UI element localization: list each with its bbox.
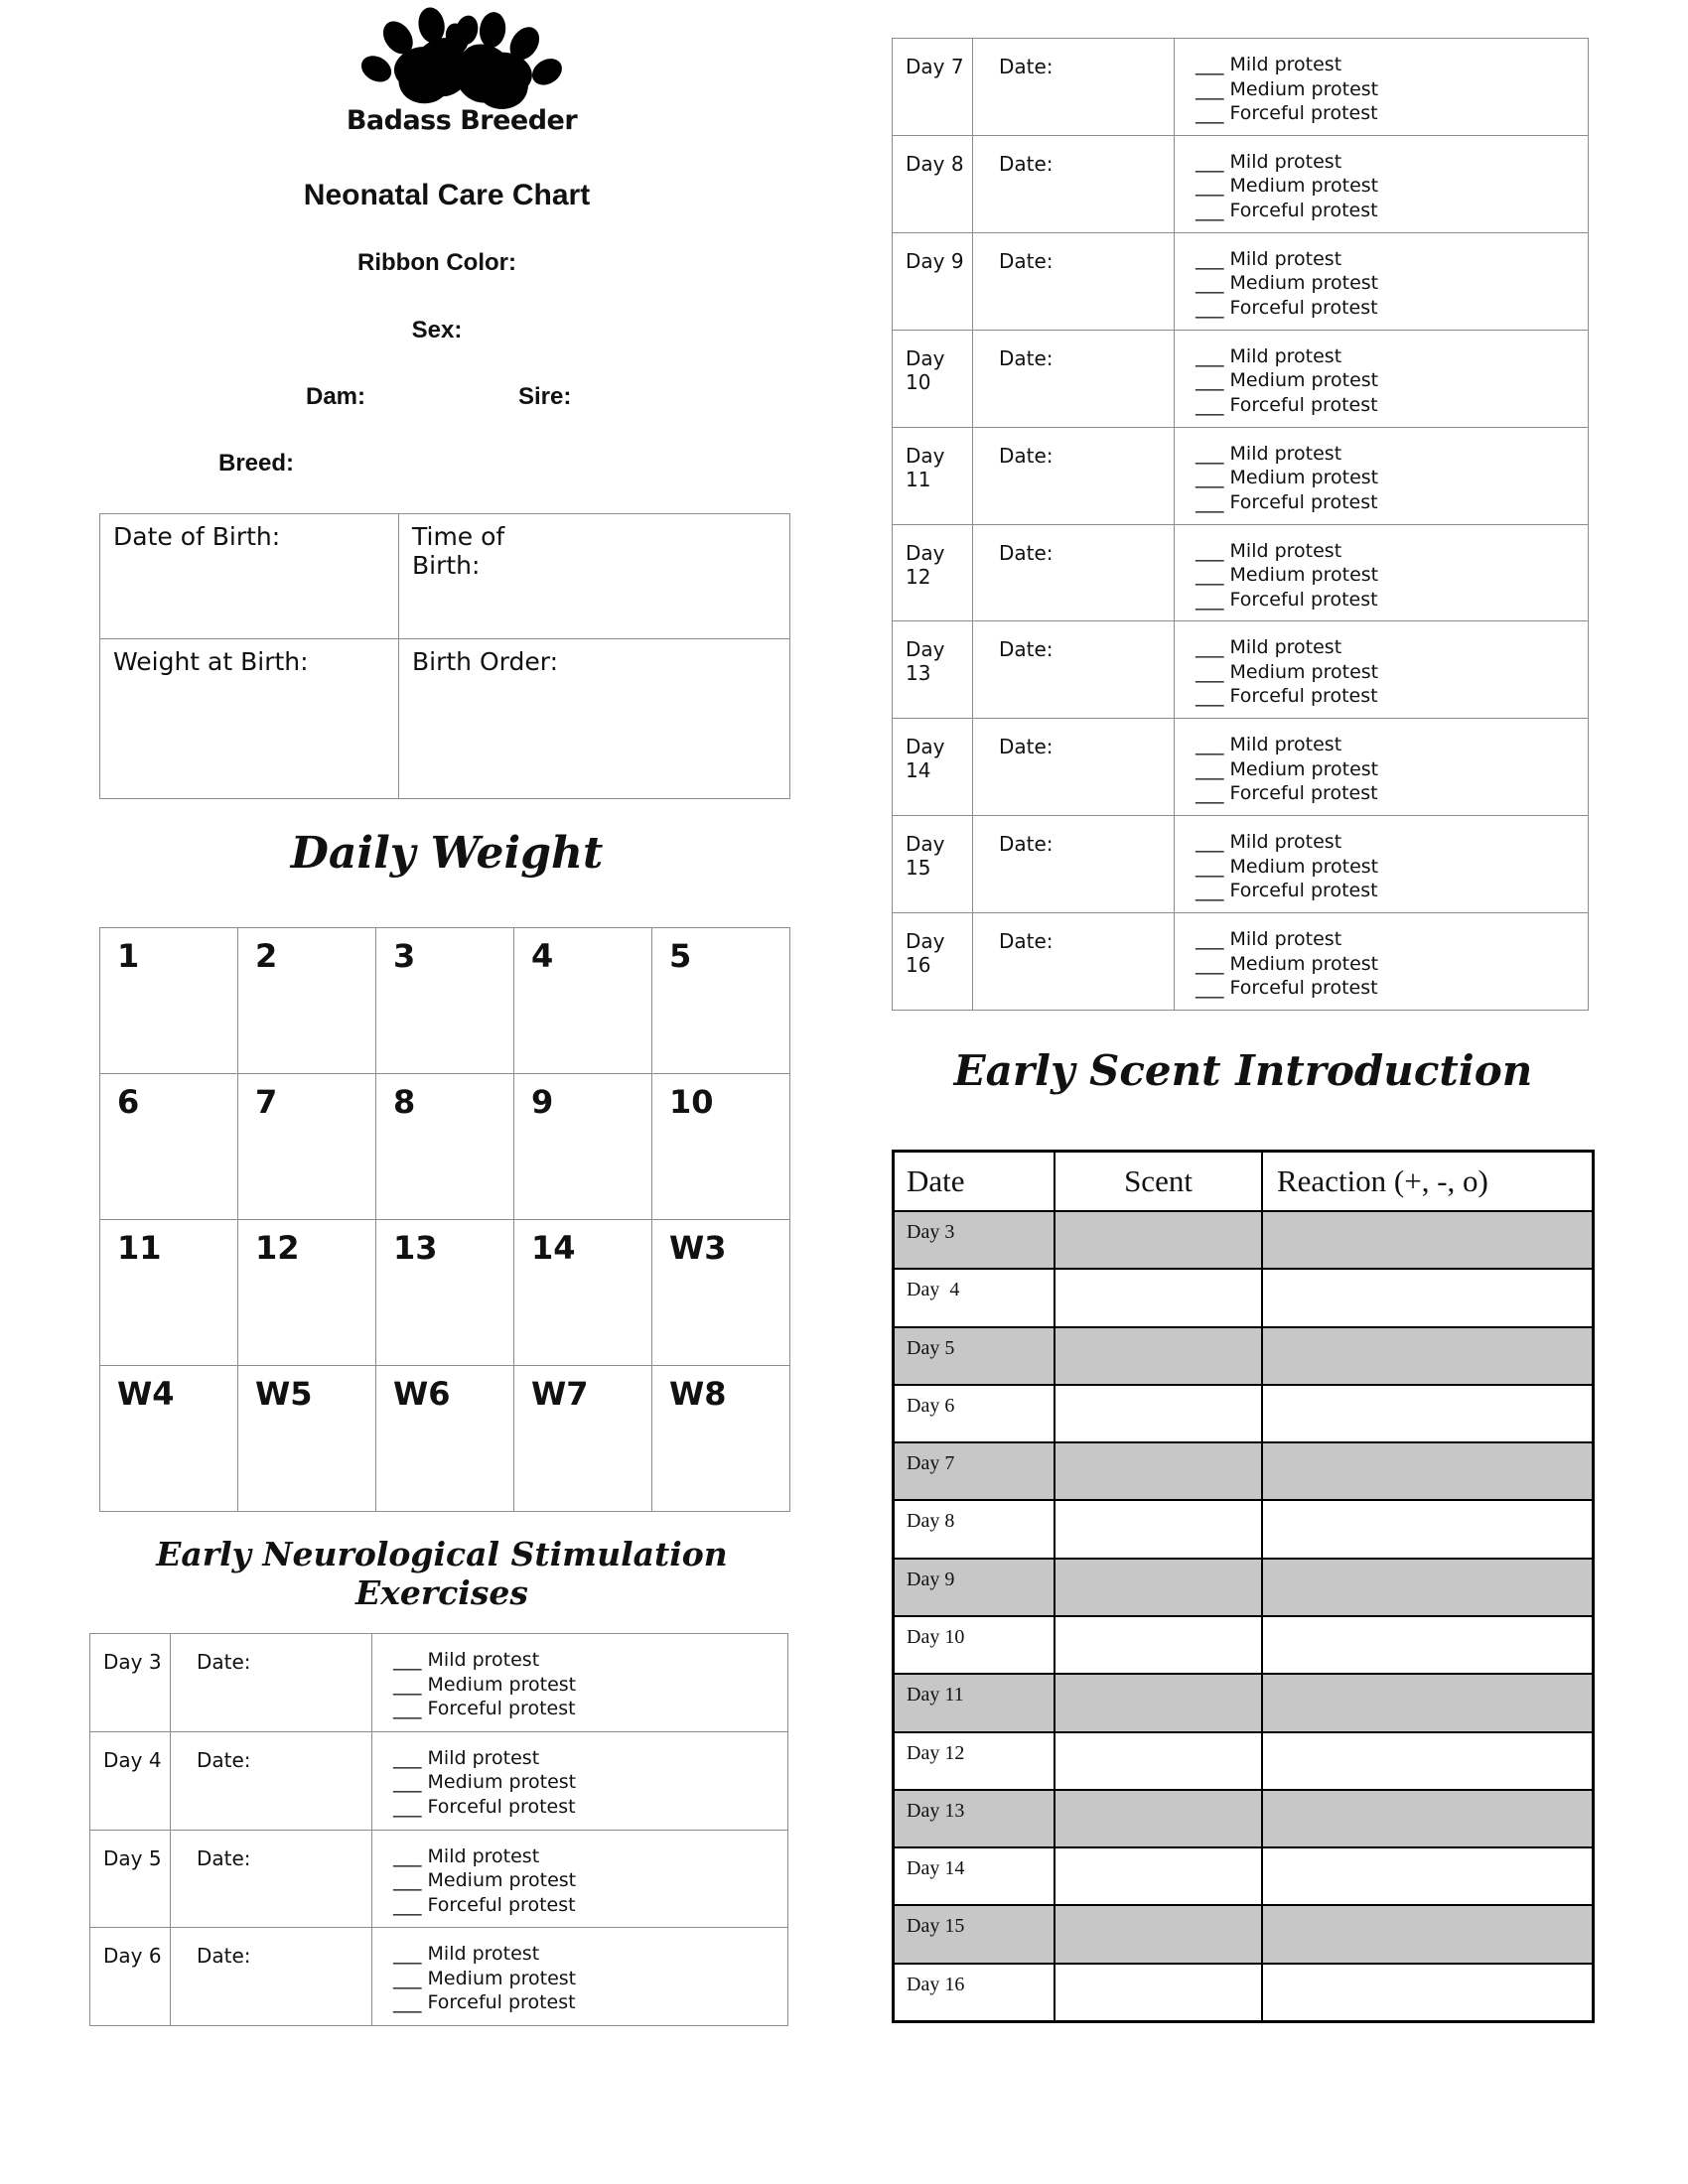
ens-protest-option[interactable]: ___ Medium protest: [1196, 564, 1379, 587]
scent-scent-cell[interactable]: [1054, 1212, 1261, 1268]
daily-weight-cell[interactable]: [652, 1074, 790, 1220]
scent-reaction-cell[interactable]: [1261, 1791, 1592, 1846]
scent-scent-cell[interactable]: [1054, 1733, 1261, 1789]
daily-weight-cell-label: W3: [669, 1229, 727, 1267]
ens-row: [893, 232, 1588, 330]
breed-label: Breed:: [218, 450, 295, 477]
ens-date-cell[interactable]: [973, 621, 1175, 718]
ens-day-label: Day 4: [103, 1747, 162, 1772]
ens-protest-cell: [1175, 913, 1588, 1010]
birth-order-label: Birth Order:: [412, 647, 558, 676]
scent-reaction-cell[interactable]: [1261, 1675, 1592, 1730]
scent-row: [895, 1499, 1592, 1557]
ens-protest-option[interactable]: ___ Medium protest: [393, 1869, 577, 1891]
scent-reaction-cell[interactable]: [1261, 1965, 1592, 2020]
ens-protest-cell: [1175, 331, 1588, 427]
scent-day-cell: [895, 1212, 1054, 1268]
ens-protest-option[interactable]: ___ Medium protest: [393, 1673, 577, 1696]
sire-label: Sire:: [518, 383, 572, 410]
ens-protest-option[interactable]: ___ Mild protest: [1196, 928, 1342, 951]
ens-protest-option[interactable]: ___ Mild protest: [1196, 734, 1342, 756]
scent-row: [895, 1731, 1592, 1789]
scent-row: [895, 1904, 1592, 1962]
date-of-birth-label: Date of Birth:: [113, 522, 281, 551]
scent-scent-cell[interactable]: [1054, 1501, 1261, 1557]
ens-date-label: Date:: [999, 151, 1054, 176]
ens-day-label: Day 3: [103, 1650, 162, 1674]
daily-weight-cell-label: 11: [117, 1229, 162, 1267]
scent-reaction-cell[interactable]: [1261, 1501, 1592, 1557]
ens-protest-option[interactable]: ___ Medium protest: [1196, 272, 1379, 295]
scent-day-label: Day 11: [907, 1684, 964, 1706]
daily-weight-heading: Daily Weight: [290, 828, 604, 879]
scent-scent-cell[interactable]: [1054, 1328, 1261, 1384]
scent-scent-cell[interactable]: [1054, 1443, 1261, 1499]
scent-scent-cell[interactable]: [1054, 1965, 1261, 2020]
scent-day-label: Day 7: [907, 1452, 955, 1475]
daily-weight-cell-label: 9: [531, 1083, 554, 1121]
ens-protest-option[interactable]: ___ Forceful protest: [393, 1893, 576, 1916]
scent-day-cell: [895, 1560, 1054, 1615]
ens-row: [90, 1634, 787, 1731]
ens-heading: Early Neurological Stimulation Exercises: [156, 1535, 728, 1612]
daily-weight-cell-label: 12: [255, 1229, 300, 1267]
scent-reaction-cell[interactable]: [1261, 1270, 1592, 1325]
ens-row: [893, 427, 1588, 524]
daily-weight-cell[interactable]: [238, 1074, 376, 1220]
scent-day-label: Day 12: [907, 1741, 965, 1764]
ens-protest-cell: [372, 1831, 787, 1928]
ens-protest-cell: [1175, 719, 1588, 815]
ens-day-cell: [893, 816, 973, 912]
ens-protest-option[interactable]: ___ Forceful protest: [1196, 588, 1378, 611]
scent-reaction-cell[interactable]: [1261, 1617, 1592, 1673]
daily-weight-cell-label: 10: [669, 1083, 714, 1121]
ens-protest-option[interactable]: ___ Medium protest: [1196, 660, 1379, 683]
daily-weight-cell[interactable]: [238, 1366, 376, 1512]
scent-table: [892, 1150, 1595, 2023]
ens-protest-option[interactable]: ___ Forceful protest: [1196, 977, 1378, 1000]
daily-weight-cell-label: 13: [393, 1229, 438, 1267]
scent-row: [895, 1441, 1592, 1499]
ens-row: [893, 815, 1588, 912]
daily-weight-cell-label: W8: [669, 1375, 727, 1413]
daily-weight-cell-label: 1: [117, 937, 140, 975]
scent-reaction-cell[interactable]: [1261, 1328, 1592, 1384]
ens-date-cell[interactable]: [171, 1634, 372, 1731]
scent-day-label: Day 9: [907, 1568, 955, 1590]
scent-day-cell: [895, 1791, 1054, 1846]
scent-reaction-cell[interactable]: [1261, 1560, 1592, 1615]
ens-day-label: Day 5: [103, 1845, 162, 1870]
ens-date-cell[interactable]: [171, 1831, 372, 1928]
ens-date-label: Date:: [999, 55, 1054, 78]
ens-protest-option[interactable]: ___ Forceful protest: [1196, 880, 1378, 902]
scent-day-label: Day 4: [907, 1279, 960, 1301]
daily-weight-cell[interactable]: [100, 1366, 238, 1512]
daily-weight-cell[interactable]: [652, 928, 790, 1074]
ens-protest-option[interactable]: ___ Medium protest: [1196, 77, 1379, 100]
ens-date-label: Date:: [999, 735, 1054, 759]
ens-protest-option[interactable]: ___ Medium protest: [1196, 175, 1379, 198]
daily-weight-cell[interactable]: [100, 1220, 238, 1366]
scent-scent-cell[interactable]: [1054, 1906, 1261, 1962]
ens-day-cell: [893, 136, 973, 232]
daily-weight-cell[interactable]: [514, 1366, 652, 1512]
scent-reaction-cell[interactable]: [1261, 1906, 1592, 1962]
ens-day-cell: [893, 39, 973, 135]
scent-day-cell: [895, 1270, 1054, 1325]
daily-weight-cell-label: 7: [255, 1083, 278, 1121]
ens-protest-option[interactable]: ___ Forceful protest: [1196, 102, 1378, 124]
scent-day-cell: [895, 1848, 1054, 1904]
daily-weight-cell-label: 3: [393, 937, 416, 975]
scent-day-label: Day 3: [907, 1221, 955, 1243]
scent-day-label: Day 13: [907, 1799, 965, 1822]
ens-day-label: Day 12: [906, 540, 945, 589]
ens-day-cell: [90, 1732, 171, 1830]
ens-protest-cell: [1175, 428, 1588, 524]
daily-weight-cell[interactable]: [100, 1074, 238, 1220]
ens-date-cell[interactable]: [973, 331, 1175, 427]
scent-reaction-cell[interactable]: [1261, 1212, 1592, 1268]
scent-row: [895, 1963, 1592, 2020]
ens-day-cell: [90, 1928, 171, 2025]
ens-protest-cell: [1175, 136, 1588, 232]
daily-weight-cell-label: W5: [255, 1375, 313, 1413]
ens-protest-option[interactable]: ___ Mild protest: [393, 1943, 540, 1966]
daily-weight-cell-label: 14: [531, 1229, 576, 1267]
ens-day-label: Day 14: [906, 735, 945, 783]
ens-protest-cell: [1175, 525, 1588, 621]
ens-row: [90, 1927, 787, 2025]
ens-protest-option[interactable]: ___ Mild protest: [1196, 150, 1342, 173]
ens-protest-option[interactable]: ___ Forceful protest: [1196, 782, 1378, 805]
birth-order-cell[interactable]: [398, 638, 789, 798]
daily-weight-cell[interactable]: [514, 1074, 652, 1220]
ens-protest-option[interactable]: ___ Medium protest: [393, 1771, 577, 1794]
dam-label: Dam:: [306, 383, 366, 410]
ens-date-label: Date:: [999, 345, 1054, 370]
daily-weight-cell-label: 5: [669, 937, 692, 975]
ens-protest-option[interactable]: ___ Mild protest: [1196, 831, 1342, 854]
ens-protest-option[interactable]: ___ Medium protest: [1196, 855, 1379, 878]
ens-row: [893, 135, 1588, 232]
ens-row: [893, 39, 1588, 135]
ens-protest-cell: [1175, 816, 1588, 912]
scent-row: [895, 1268, 1592, 1325]
scent-row: [895, 1789, 1592, 1846]
scent-reaction-cell[interactable]: [1261, 1848, 1592, 1904]
daily-weight-grid: [99, 927, 790, 1512]
ens-protest-option[interactable]: ___ Mild protest: [393, 1746, 540, 1769]
ens-date-cell[interactable]: [973, 39, 1175, 135]
sex-label: Sex:: [411, 317, 463, 343]
ens-protest-option[interactable]: ___ Forceful protest: [1196, 199, 1378, 221]
ens-date-label: Date:: [999, 832, 1054, 857]
daily-weight-cell[interactable]: [376, 1220, 514, 1366]
scent-row: [895, 1558, 1592, 1615]
daily-weight-cell-label: W6: [393, 1375, 451, 1413]
scent-row: [895, 1326, 1592, 1384]
scent-row: [895, 1615, 1592, 1673]
ens-protest-option[interactable]: ___ Mild protest: [1196, 442, 1342, 465]
scent-day-cell: [895, 1443, 1054, 1499]
daily-weight-cell-label: W4: [117, 1375, 175, 1413]
weight-at-birth-cell[interactable]: [100, 638, 398, 798]
ens-day-cell: [893, 913, 973, 1010]
scent-col-scent: Scent: [1054, 1153, 1261, 1210]
ens-row: [893, 718, 1588, 815]
ens-protest-option[interactable]: ___ Forceful protest: [1196, 490, 1378, 513]
scent-day-label: Day 15: [907, 1915, 965, 1938]
ens-day-label: Day 15: [906, 832, 945, 881]
scent-day-label: Day 6: [907, 1394, 955, 1417]
ens-protest-option[interactable]: ___ Mild protest: [1196, 247, 1342, 270]
scent-row: [895, 1210, 1592, 1268]
ens-protest-option[interactable]: ___ Forceful protest: [1196, 685, 1378, 708]
ens-date-label: Date:: [999, 929, 1054, 954]
scent-day-cell: [895, 1733, 1054, 1789]
scent-scent-cell[interactable]: [1054, 1848, 1261, 1904]
scent-reaction-cell[interactable]: [1261, 1386, 1592, 1441]
scent-reaction-cell[interactable]: [1261, 1443, 1592, 1499]
time-of-birth-label: Time of Birth:: [412, 522, 505, 580]
ens-day-cell: [893, 719, 973, 815]
ens-date-cell[interactable]: [171, 1732, 372, 1830]
ens-protest-option[interactable]: ___ Medium protest: [1196, 467, 1379, 489]
daily-weight-cell[interactable]: [376, 1074, 514, 1220]
scent-day-label: Day 5: [907, 1336, 955, 1359]
ens-day-cell: [893, 525, 973, 621]
ens-day-label: Day 7: [906, 55, 964, 78]
daily-weight-cell-label: 8: [393, 1083, 416, 1121]
ens-row: [90, 1731, 787, 1830]
daily-weight-cell-label: 4: [531, 937, 554, 975]
daily-weight-cell[interactable]: [376, 1366, 514, 1512]
ens-protest-option[interactable]: ___ Mild protest: [1196, 539, 1342, 562]
ens-protest-option[interactable]: ___ Forceful protest: [393, 1795, 576, 1818]
ens-protest-option[interactable]: ___ Medium protest: [393, 1967, 577, 1989]
ribbon-color-label: Ribbon Color:: [357, 249, 516, 276]
ens-row: [893, 524, 1588, 621]
scent-row: [895, 1673, 1592, 1730]
ens-date-cell[interactable]: [973, 525, 1175, 621]
scent-reaction-cell[interactable]: [1261, 1733, 1592, 1789]
daily-weight-cell[interactable]: [238, 928, 376, 1074]
ens-protest-cell: [1175, 233, 1588, 330]
scent-scent-cell[interactable]: [1054, 1386, 1261, 1441]
ens-row: [893, 620, 1588, 718]
ens-row: [893, 330, 1588, 427]
scent-day-label: Day 8: [907, 1510, 955, 1533]
scent-day-label: Day 10: [907, 1625, 965, 1648]
ens-row: [90, 1830, 787, 1928]
ens-protest-option[interactable]: ___ Forceful protest: [1196, 393, 1378, 416]
ens-date-cell[interactable]: [171, 1928, 372, 2025]
ens-table-days-3-6: [89, 1633, 788, 2026]
ens-protest-option[interactable]: ___ Medium protest: [1196, 369, 1379, 392]
weight-at-birth-label: Weight at Birth:: [113, 647, 309, 676]
ens-day-label: Day 8: [906, 151, 964, 176]
scent-scent-cell[interactable]: [1054, 1617, 1261, 1673]
ens-day-label: Day 9: [906, 248, 964, 273]
scent-row: [895, 1846, 1592, 1904]
paw-prints-logo: [350, 2, 568, 109]
scent-col-date: Date: [907, 1163, 965, 1198]
scent-col-reaction: Reaction (+, -, o): [1261, 1153, 1592, 1210]
ens-day-label: Day 6: [103, 1944, 162, 1969]
scent-day-label: Day 16: [907, 1973, 965, 1995]
ens-date-label: Date:: [197, 1944, 251, 1969]
ens-protest-option[interactable]: ___ Medium protest: [1196, 952, 1379, 975]
scent-header-row: [895, 1153, 1592, 1210]
ens-table-days-7-16: [892, 38, 1589, 1011]
scent-day-cell: [895, 1906, 1054, 1962]
daily-weight-cell[interactable]: [514, 1220, 652, 1366]
ens-protest-cell: [372, 1634, 787, 1731]
scent-scent-cell[interactable]: [1054, 1675, 1261, 1730]
ens-day-label: Day 10: [906, 345, 945, 394]
ens-date-cell[interactable]: [973, 816, 1175, 912]
daily-weight-cell-label: W7: [531, 1375, 589, 1413]
ens-date-cell[interactable]: [973, 719, 1175, 815]
scent-day-cell: [895, 1965, 1054, 2020]
ens-day-label: Day 16: [906, 929, 945, 978]
ens-protest-option[interactable]: ___ Forceful protest: [393, 1698, 576, 1719]
daily-weight-cell[interactable]: [652, 1220, 790, 1366]
ens-protest-cell: [1175, 621, 1588, 718]
ens-date-label: Date:: [999, 637, 1054, 662]
scent-scent-cell[interactable]: [1054, 1270, 1261, 1325]
ens-date-label: Date:: [999, 540, 1054, 565]
daily-weight-cell[interactable]: [238, 1220, 376, 1366]
scent-scent-cell[interactable]: [1054, 1791, 1261, 1846]
daily-weight-cell[interactable]: [514, 928, 652, 1074]
ens-protest-cell: [1175, 39, 1588, 135]
ens-date-cell[interactable]: [973, 428, 1175, 524]
ens-day-cell: [893, 233, 973, 330]
page-title: Neonatal Care Chart: [303, 179, 591, 211]
ens-date-label: Date:: [197, 1747, 251, 1772]
ens-protest-option[interactable]: ___ Forceful protest: [1196, 296, 1378, 319]
scent-row: [895, 1384, 1592, 1441]
daily-weight-cell-label: 2: [255, 937, 278, 975]
ens-day-cell: [90, 1634, 171, 1731]
scent-day-cell: [895, 1501, 1054, 1557]
birth-info-table: [99, 513, 790, 799]
ens-day-label: Day 11: [906, 443, 945, 491]
brand-name: Badass Breeder: [346, 105, 578, 136]
ens-day-cell: [90, 1831, 171, 1928]
daily-weight-cell-label: 6: [117, 1083, 140, 1121]
scent-day-label: Day 14: [907, 1857, 965, 1880]
ens-date-cell[interactable]: [973, 136, 1175, 232]
scent-heading: Early Scent Introduction: [953, 1046, 1533, 1095]
ens-protest-option[interactable]: ___ Forceful protest: [393, 1991, 576, 2014]
ens-protest-option[interactable]: ___ Mild protest: [393, 1844, 540, 1867]
scent-scent-cell[interactable]: [1054, 1560, 1261, 1615]
ens-day-cell: [893, 428, 973, 524]
ens-date-cell[interactable]: [973, 233, 1175, 330]
ens-day-label: Day 13: [906, 637, 945, 686]
ens-date-label: Date:: [999, 443, 1054, 468]
ens-date-cell[interactable]: [973, 913, 1175, 1010]
daily-weight-cell[interactable]: [100, 928, 238, 1074]
daily-weight-cell[interactable]: [376, 928, 514, 1074]
ens-protest-option[interactable]: ___ Mild protest: [393, 1649, 540, 1671]
ens-row: [893, 912, 1588, 1010]
ens-date-label: Date:: [197, 1845, 251, 1870]
ens-day-cell: [893, 621, 973, 718]
scent-day-cell: [895, 1328, 1054, 1384]
ens-protest-option[interactable]: ___ Mild protest: [1196, 344, 1342, 367]
scent-day-cell: [895, 1617, 1054, 1673]
scent-day-cell: [895, 1675, 1054, 1730]
ens-date-label: Date:: [999, 248, 1054, 273]
ens-protest-cell: [372, 1928, 787, 2025]
time-of-birth-cell[interactable]: [398, 514, 789, 638]
ens-protest-option[interactable]: ___ Medium protest: [1196, 757, 1379, 780]
ens-protest-option[interactable]: ___ Mild protest: [1196, 54, 1342, 75]
scent-day-cell: [895, 1386, 1054, 1441]
daily-weight-cell[interactable]: [652, 1366, 790, 1512]
date-of-birth-cell[interactable]: [100, 514, 398, 638]
ens-date-label: Date:: [197, 1650, 251, 1674]
ens-protest-option[interactable]: ___ Mild protest: [1196, 636, 1342, 659]
ens-protest-cell: [372, 1732, 787, 1830]
ens-day-cell: [893, 331, 973, 427]
